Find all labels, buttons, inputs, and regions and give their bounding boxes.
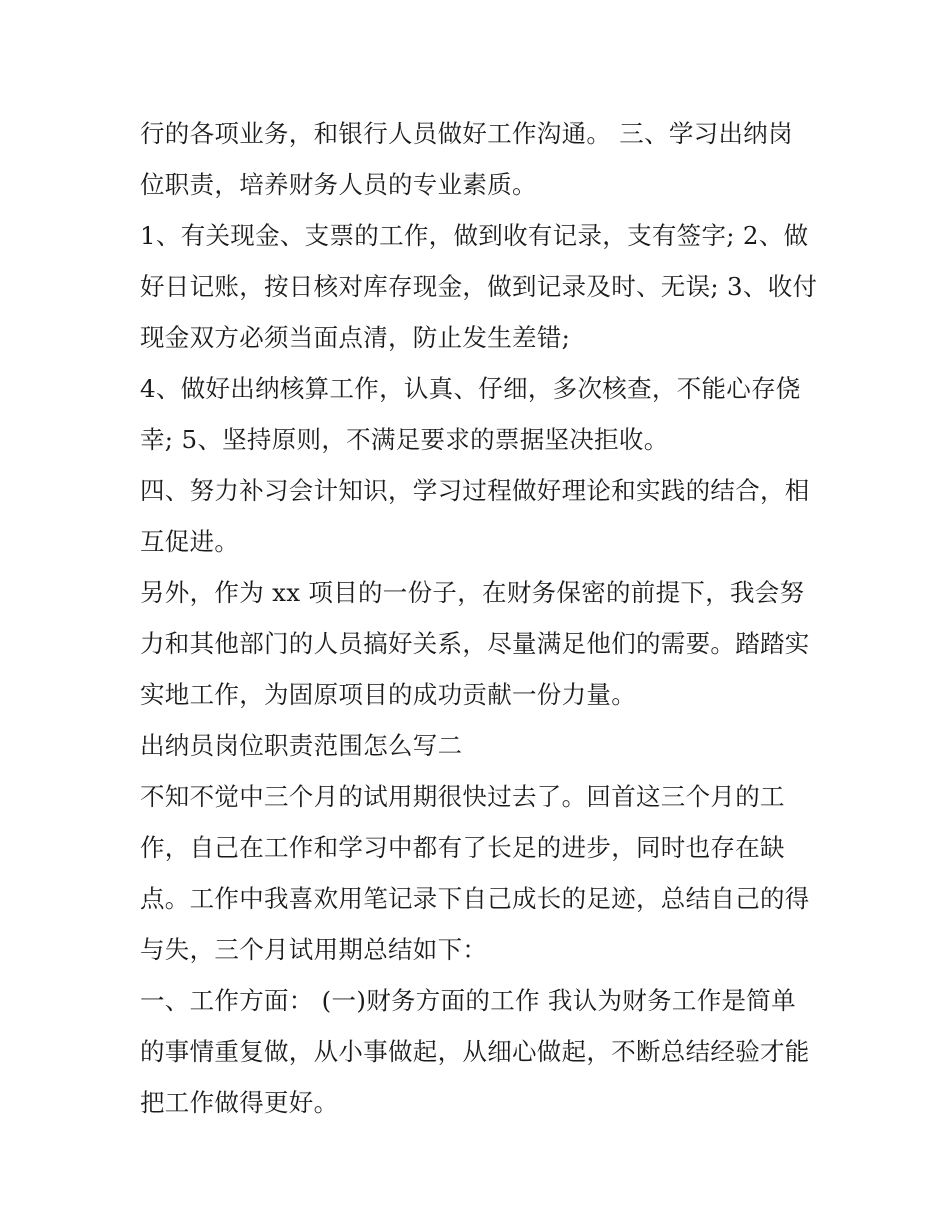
heading-line: 出纳员岗位职责范围怎么写二 (140, 731, 463, 760)
text-line: 力和其他部门的人员搞好关系，尽量满足他们的需要。踏踏实 (140, 629, 810, 658)
text-line: 不知不觉中三个月的试用期很快过去了。回首这三个月的工 (140, 782, 785, 811)
paragraph-team-relations (140, 567, 820, 720)
paragraph-probation-summary (140, 771, 820, 975)
section-heading (140, 720, 820, 771)
text-line: 四、努力补习会计知识，学习过程做好理论和实践的结合，相 (140, 476, 810, 505)
text-line: 互促进。 (140, 527, 240, 556)
text-line: 把工作做得更好。 (140, 1088, 339, 1117)
text-line: 作，自己在工作和学习中都有了长足的进步，同时也存在缺 (140, 833, 785, 862)
text-line: 幸; 5、坚持原则，不满足要求的票据坚决拒收。 (140, 425, 669, 454)
paragraph-accounting-rules (140, 363, 820, 465)
text-line: 1、有关现金、支票的工作，做到收有记录，支有签字; 2、做 (140, 221, 809, 250)
paragraph-study-accounting (140, 465, 820, 567)
text-line: 的事情重复做，从小事做起，从细心做起，不断总结经验才能 (140, 1037, 810, 1066)
paragraph-cash-check-rules (140, 210, 820, 363)
text-line: 一、工作方面： (一)财务方面的工作 我认为财务工作是简单 (140, 986, 796, 1015)
text-line: 行的各项业务，和银行人员做好工作沟通。 三、学习出纳岗 (140, 119, 793, 148)
text-line: 与失，三个月试用期总结如下： (140, 935, 488, 964)
paragraph-work-aspects (140, 975, 820, 1128)
text-line: 实地工作，为固原项目的成功贡献一份力量。 (140, 680, 636, 709)
paragraph-cashier-duties-intro (140, 108, 820, 210)
text-line: 位职责，培养财务人员的专业素质。 (140, 170, 537, 199)
text-line: 另外，作为 xx 项目的一份子，在财务保密的前提下，我会努 (140, 578, 805, 607)
text-line: 4、做好出纳核算工作，认真、仔细，多次核查，不能心存侥 (140, 374, 801, 403)
text-line: 点。工作中我喜欢用笔记录下自己成长的足迹，总结自己的得 (140, 884, 810, 913)
text-line: 现金双方必须当面点清，防止发生差错; (140, 323, 571, 352)
text-line: 好日记账，按日核对库存现金，做到记录及时、无误; 3、收付 (140, 272, 818, 301)
